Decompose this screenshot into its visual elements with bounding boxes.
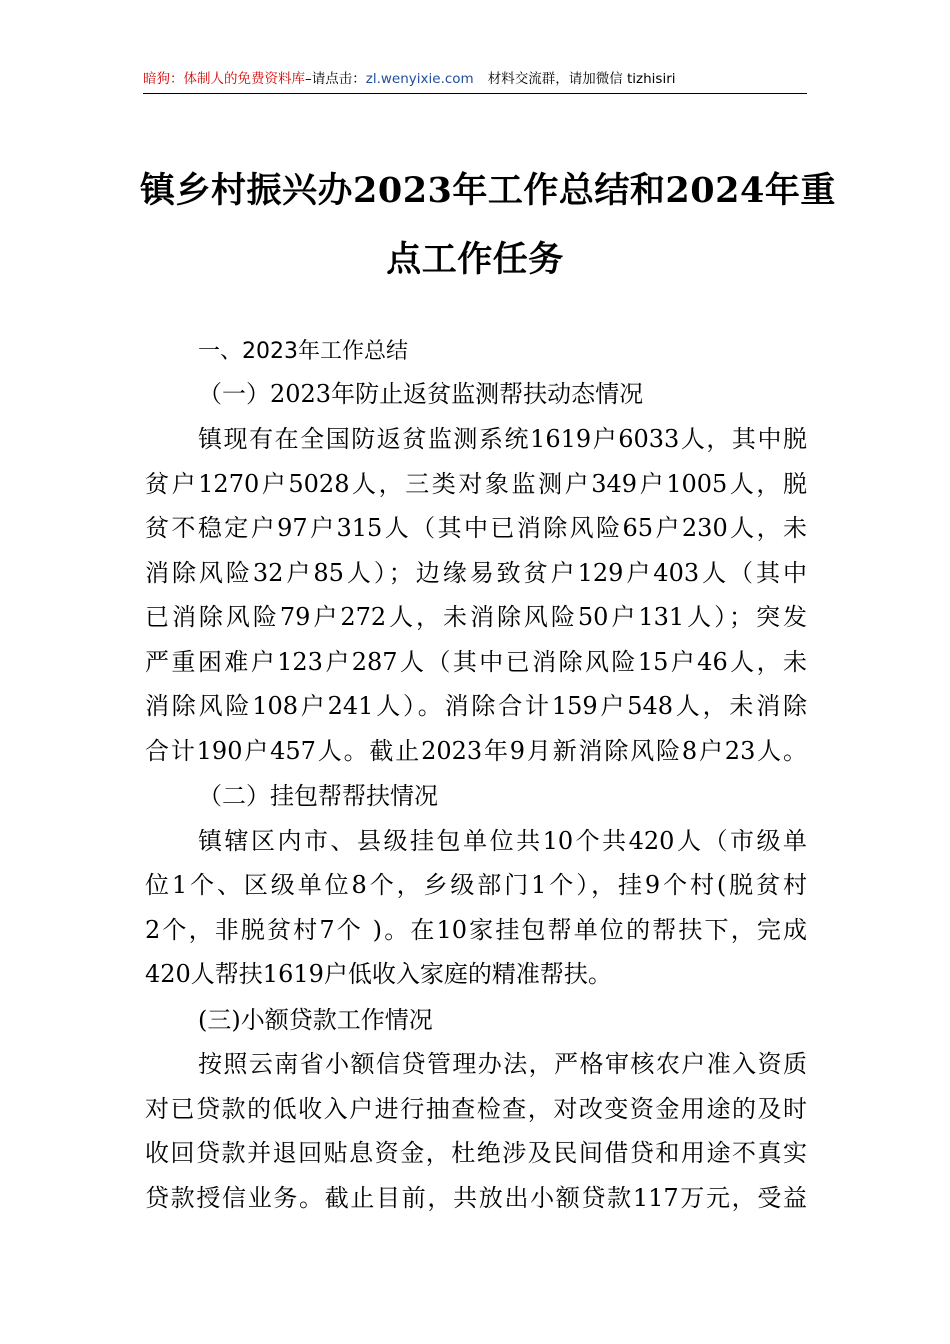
paragraph-line: 已消除风险79户272人，未消除风险50户131人）；突发 [145,603,807,631]
subheading-1: （一）2023年防止返贫监测帮扶动态情况 [198,380,644,408]
document-title-line-1: 镇乡村振兴办2023年工作总结和2024年重 [140,170,836,211]
paragraph-line: 对已贷款的低收入户进行抽查检查，对改变资金用途的及时 [145,1095,807,1123]
paragraph-line: 消除风险108户241人）。消除合计159户548人，未消除 [145,692,807,720]
paragraph-line: 消除风险32户85人）；边缘易致贫户129户403人（其中 [145,559,807,587]
subheading-2: （二）挂包帮帮扶情况 [198,782,438,810]
document-title-line-2: 点工作任务 [386,239,564,280]
paragraph-line: 严重困难户123户287人（其中已消除风险15户46人，未 [145,648,807,676]
paragraph-line: 贷款授信业务。截止目前，共放出小额贷款117万元，受益 [145,1184,807,1212]
header-wechat-text: 材料交流群，请加微信 tizhisiri [487,71,676,87]
subheading-3: (三)小额贷款工作情况 [198,1006,433,1034]
paragraph-line: 收回贷款并退回贴息资金，杜绝涉及民间借贷和用途不真实 [145,1139,807,1167]
paragraph-line: 2个，非脱贫村7个 )。在10家挂包帮单位的帮扶下，完成 [145,916,807,944]
section-heading-1: 一、2023年工作总结 [198,339,408,364]
page-header [143,69,807,94]
paragraph-line: 合计190户457人。截止2023年9月新消除风险8户23人。 [145,737,807,765]
paragraph-line: 镇辖区内市、县级挂包单位共10个共420人（市级单 [198,827,807,855]
paragraph-line: 贫户1270户5028人，三类对象监测户349户1005人，脱 [145,470,807,498]
paragraph-line: 按照云南省小额信贷管理办法，严格审核农户准入资质 [198,1050,807,1078]
paragraph-line: 420人帮扶1619户低收入家庭的精准帮扶。 [145,960,612,988]
paragraph-line: 镇现有在全国防返贫监测系统1619户6033人，其中脱 [198,425,807,453]
paragraph-line: 位1个、区级单位8个，乡级部门1个），挂9个村(脱贫村 [145,871,807,899]
paragraph-line: 贫不稳定户97户315人（其中已消除风险65户230人，未 [145,514,807,542]
header-click-text: –请点击： [305,71,366,87]
header-source-text: 暗狗：体制人的免费资料库 [143,71,305,87]
header-url-link[interactable]: zl.wenyixie.com [365,71,474,87]
